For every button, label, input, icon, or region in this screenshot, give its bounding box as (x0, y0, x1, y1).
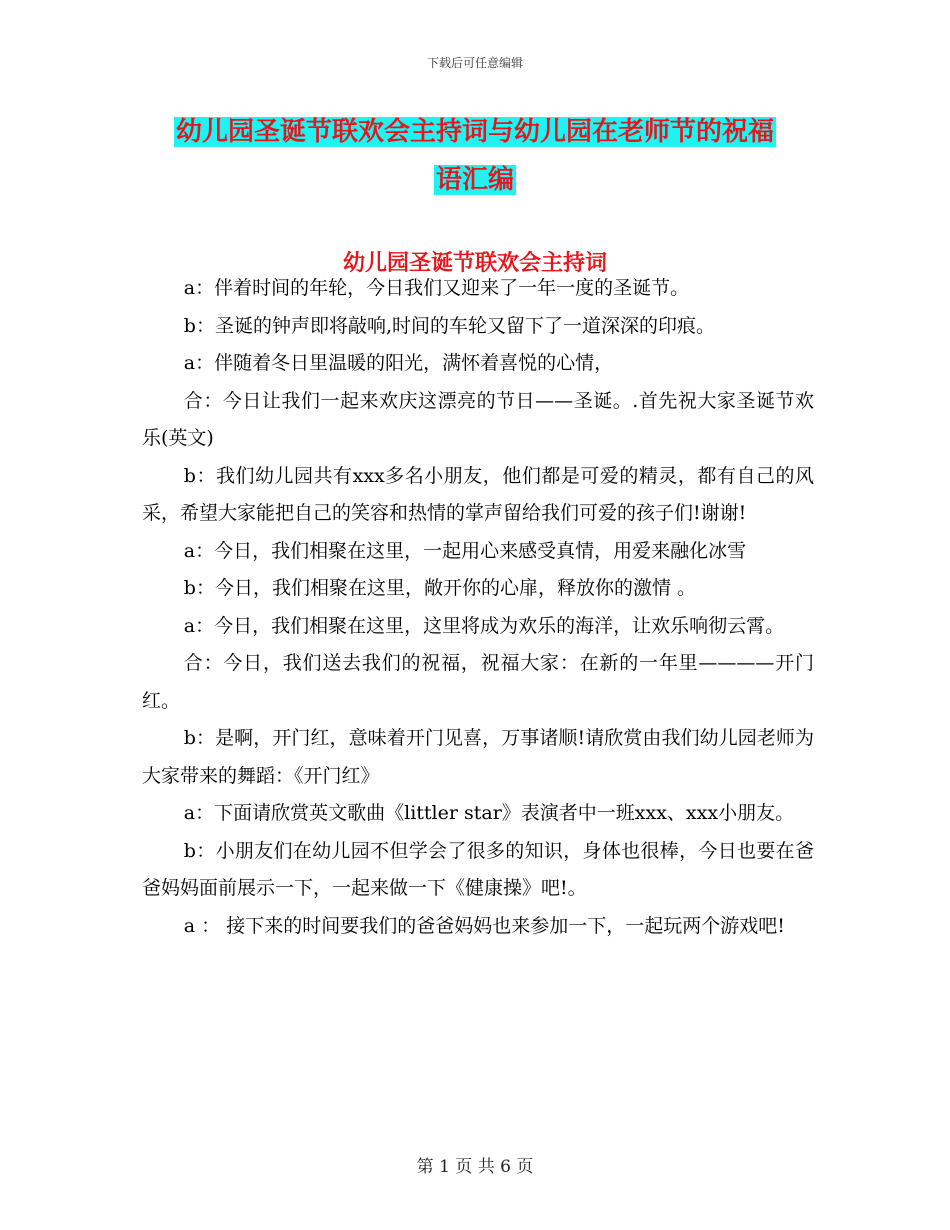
paragraph: b：是啊，开门红，意味着开门见喜，万事诸顺!请欣赏由我们幼儿园老师为大家带来的舞蹈：《开门红》 (142, 727, 814, 787)
title-line-2: 语汇编 (435, 165, 514, 195)
page-number-footer: 第 1 页 共 6 页 (416, 1157, 534, 1177)
paragraph: 合：今日，我们送去我们的祝福，祝福大家：在新的一年里————开门红。 (142, 652, 814, 712)
paragraph: 合：今日让我们一起来欢庆这漂亮的节日——圣诞。.首先祝大家圣诞节欢乐(英文) (142, 389, 814, 449)
paragraph: b：今日，我们相聚在这里，敞开你的心扉，释放你的激情 。 (183, 577, 697, 599)
section-title: 幼儿园圣诞节联欢会主持词 (342, 250, 607, 276)
document-body (142, 270, 814, 945)
paragraph: b：我们幼儿园共有xxx多名小朋友，他们都是可爱的精灵，都有自己的风采，希望大家能把自己的笑容和热情的掌声留给我们可爱的孩子们!谢谢! (142, 464, 814, 524)
paragraph: a：伴着时间的年轮，今日我们又迎来了一年一度的圣诞节。 (183, 277, 690, 299)
paragraph: a：下面请欣赏英文歌曲《littler star》表演者中一班xxx、xxx小朋友。 (183, 802, 795, 824)
document-title (0, 108, 950, 204)
paragraph: a：今日，我们相聚在这里，这里将成为欢乐的海洋，让欢乐响彻云霄。 (183, 614, 785, 637)
title-line-1: 幼儿园圣诞节联欢会主持词与幼儿园在老师节的祝福 (175, 117, 774, 147)
paragraph: a ： 接下来的时间要我们的爸爸妈妈也来参加一下，一起玩两个游戏吧! (183, 914, 785, 937)
paragraph: b：小朋友们在幼儿园不但学会了很多的知识，身体也很棒，今日也要在爸爸妈妈面前展示一下，一起来做一下《健康操》吧!。 (142, 839, 814, 899)
paragraph: b：圣诞的钟声即将敲响,时间的车轮又留下了一道深深的印痕。 (183, 314, 716, 337)
page-header-note: 下载后可任意编辑 (426, 56, 523, 70)
paragraph: a：今日，我们相聚在这里，一起用心来感受真情，用爱来融化冰雪 (183, 539, 747, 562)
paragraph: a：伴随着冬日里温暖的阳光，满怀着喜悦的心情， (183, 352, 614, 374)
